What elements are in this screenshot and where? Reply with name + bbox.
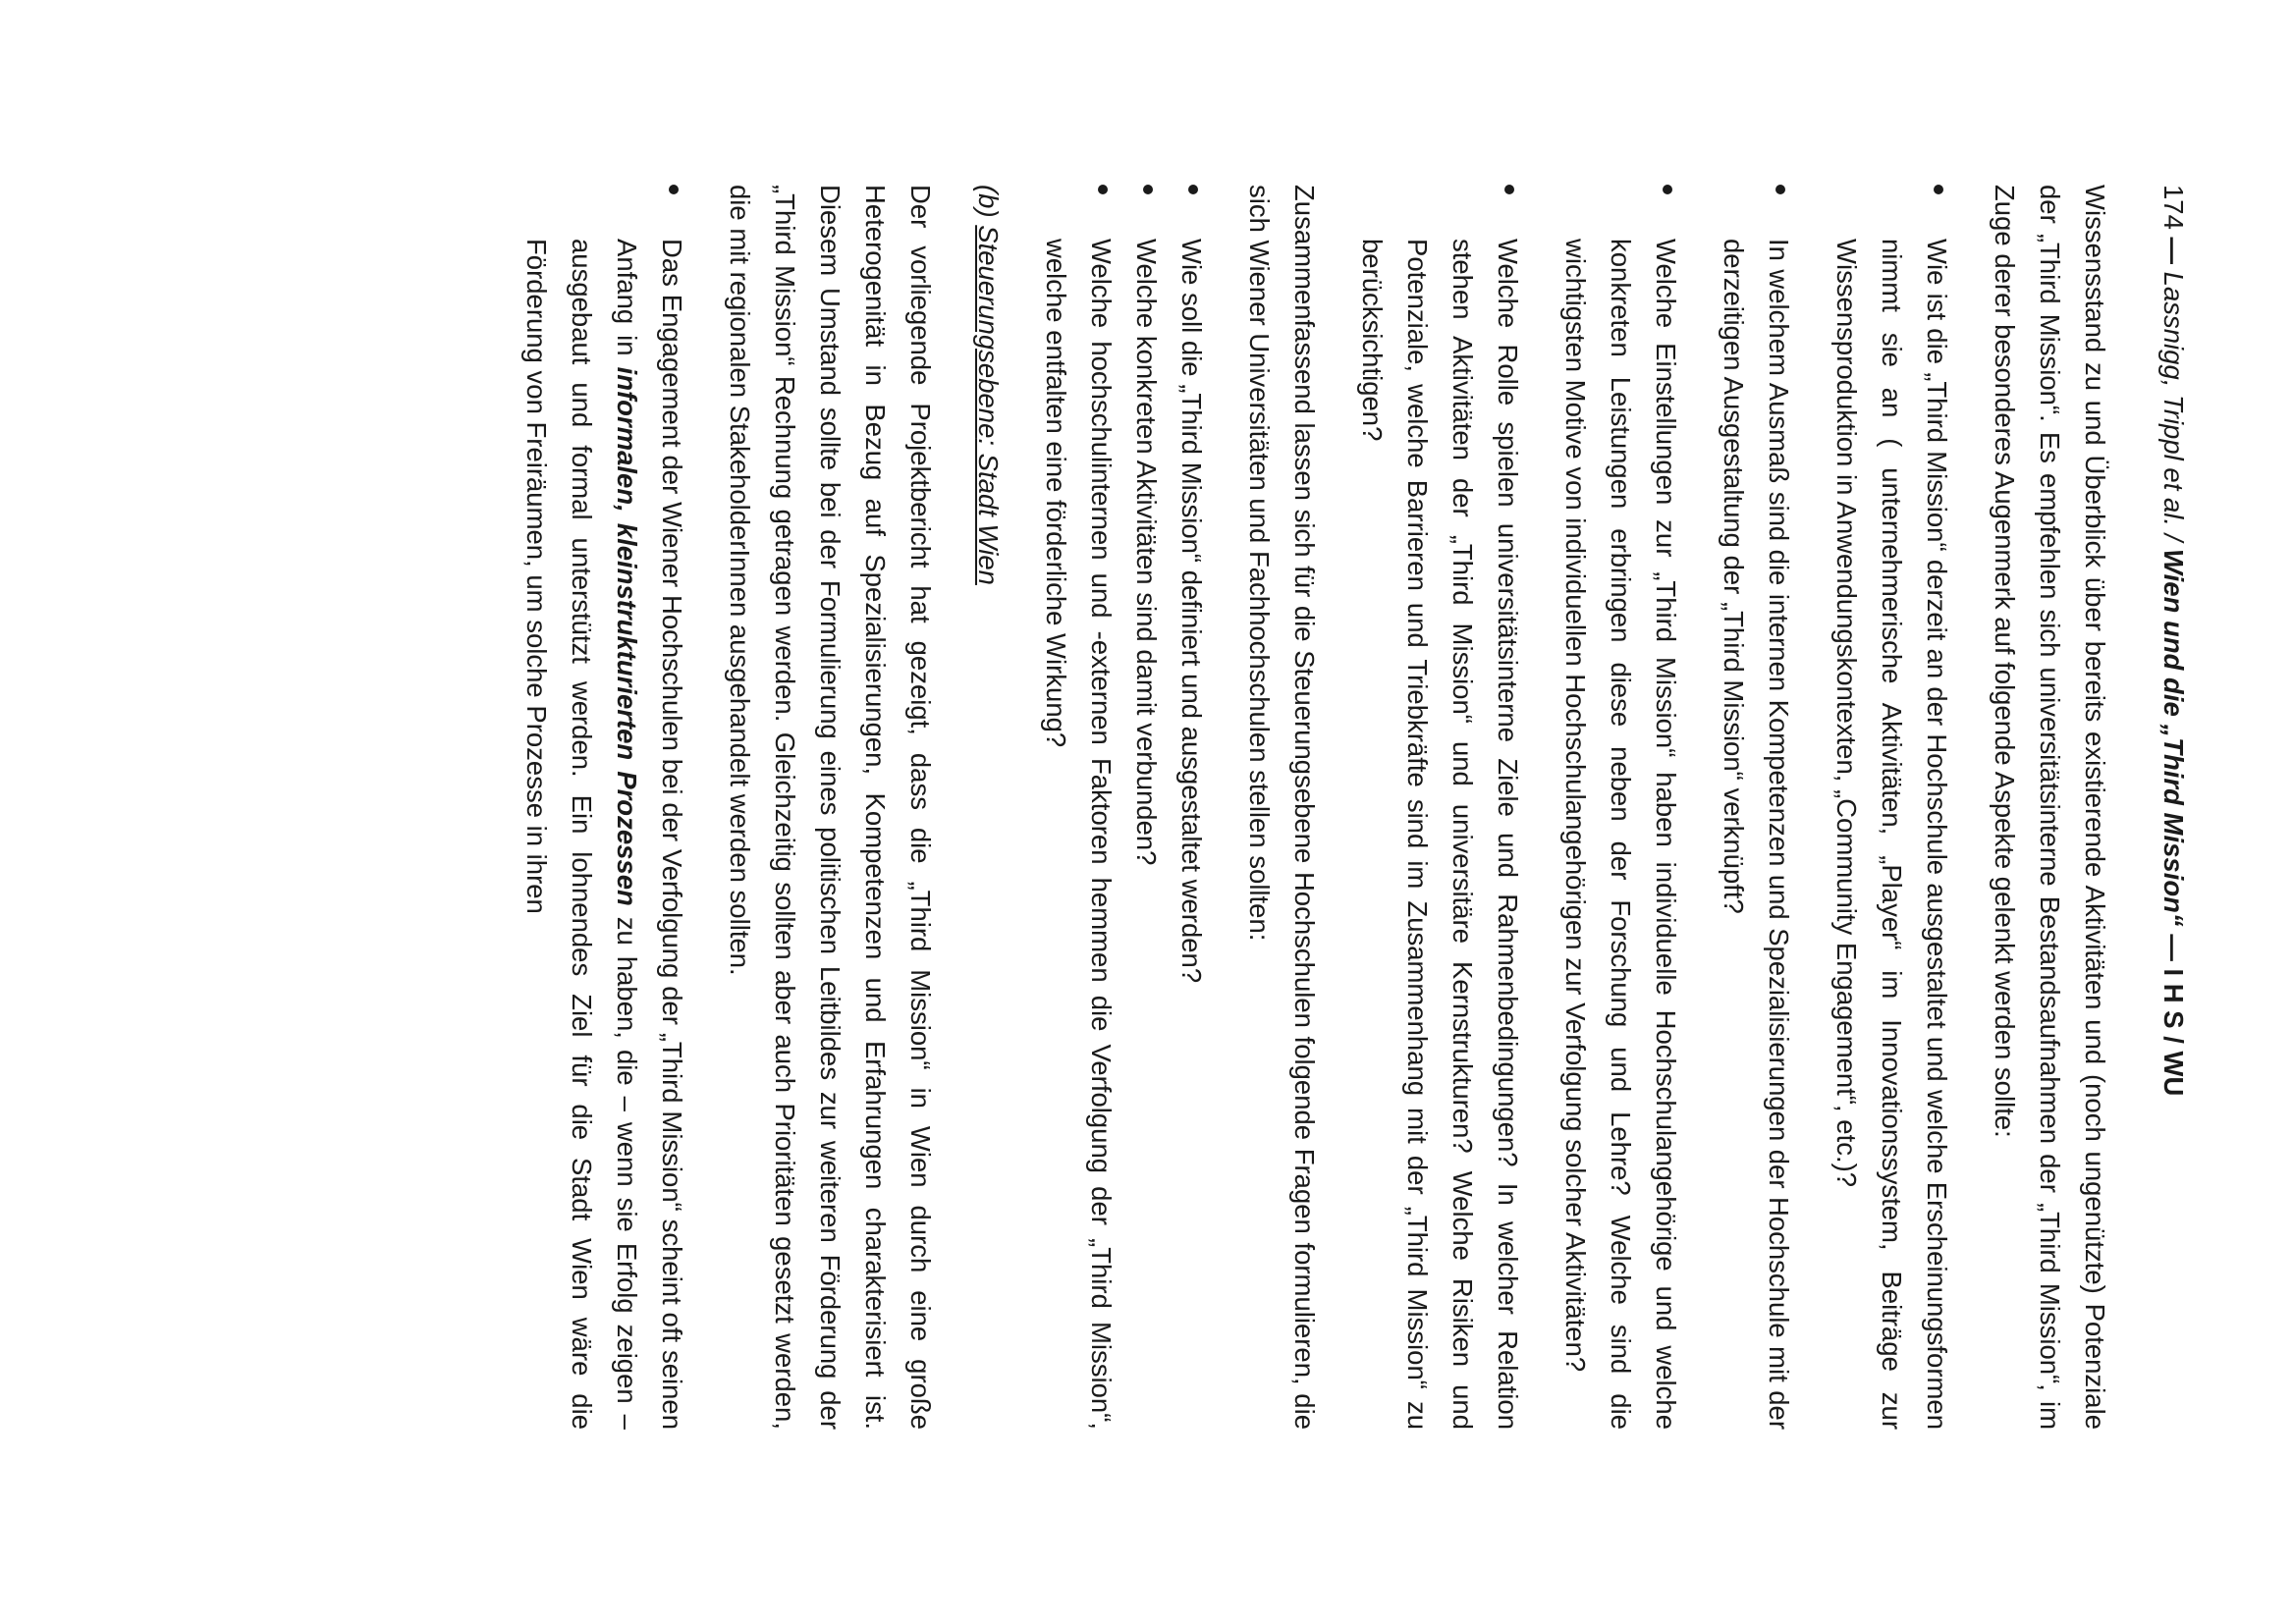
list-item [1824,185,1959,1430]
list-item [1169,185,1214,1430]
section-heading [965,185,1010,1430]
list-item [1033,185,1123,1430]
section-prefix: (b) [973,185,1004,226]
list-item-emphasis: informalen, kleinstrukturierten Prozessen [612,366,642,906]
list-item [1711,185,1801,1430]
summary-paragraph: Zusammenfassend lassen sich für die Steuerungsebene Hochschulen folgende Fragen formulieren, die sich Wiener Universitäten und Fachhochschulen stellen sollten: [1244,185,1320,1430]
section-label: Steuerungsebene [973,225,1004,439]
list-item-text-part: zu haben, die – wenn sie Erfolg zeigen – ausgebaut und formal unterstützt werden. Ein lohnendes Ziel für die Stadt Wien wäre die Förderung von Freiräumen, um solche Prozesse in ihren [521,239,642,1430]
list-item-text: Wie ist die „Third Mission“ derzeit an der Hochschule ausgestaltet und welche Erscheinungsformen nimmt sie an ( unternehmerische Aktivitäten, „Player“ im Innovationssystem, Beiträge zur Wissensproduktion in Anwendungskontexten, „Community Engagement“, etc.)? [1831,239,1952,1430]
header-org: I H S / WU [2158,968,2189,1097]
list-item [1123,185,1169,1430]
bullet-icon [1098,185,1108,194]
list-item-text: Welche konkreten Aktivitäten sind damit verbunden? [1131,239,1162,866]
list-item-text: Welche hochschulinternen und -externen Faktoren hemmen die Verfolgung der „Third Mission“, welche entfalten eine förderliche Wirkung? [1041,239,1117,1430]
questions-list [1033,185,1214,1430]
bullet-icon [1775,185,1785,194]
bullet-icon [1663,185,1672,194]
intro-paragraph: Wissensstand zu und Überblick über bereits existierende Aktivitäten und (noch ungenützte) Potenziale der „Third Mission“. Es empfehlen sich universitätsinterne Bestandsaufnahmen der „Third Mission“, im Zuge derer besonderes Augenmerk auf folgende Aspekte gelenkt werden sollte: [1990,185,2110,1430]
list-item-text-part: Das Engagement der Wiener Hochschulen bei der Verfolgung der „Third Mission“ scheint oft seinen Anfang in [612,239,687,1430]
header-dash: — [2158,926,2189,969]
running-header [2154,185,2193,1430]
header-authors: Lassnigg, Trippl et al. / [2158,271,2189,549]
list-item-text: In welchem Ausmaß sind die internen Kompetenzen und Spezialisierungen der Hochschule mit der derzeitigen Ausgestaltung der „Third Mission“ verknüpft? [1719,239,1794,1430]
list-item [1349,185,1530,1430]
page-content [491,185,2193,1430]
bullet-icon [669,185,679,194]
header-dash: — [2158,229,2189,272]
page-number: 174 [2158,185,2189,230]
list-item [1553,185,1688,1430]
header-title: Wien und die „Third Mission“ [2158,548,2189,927]
engagement-list [514,185,694,1430]
bullet-icon [1143,185,1153,194]
list-item-text: Welche Einstellungen zur „Third Mission“ haben individuelle Hochschulangehörige und welche konkreten Leistungen erbringen diese neben der Forschung und Lehre? Welche sind die wichtigsten Motive von individuellen Hochschulangehörigen zur Verfolgung solcher Aktivitäten? [1560,239,1681,1430]
section-rest: : Stadt Wien [973,438,1004,585]
aspects-list [1349,185,1959,1430]
bullet-icon [1504,185,1514,194]
list-item-text: Wie soll die „Third Mission“ definiert und ausgestaltet werden? [1176,239,1207,984]
section-paragraph: Der vorliegende Projektbericht hat gezeigt, dass die „Third Mission“ in Wien durch eine große Heterogenität in Bezug auf Spezialisierungen, Kompetenzen und Erfahrungen charakterisiert ist. Diesem Umstand sollte bei der Formulierung eines politischen Leitbildes zur weiteren Förderung der „Third Mission“ Rechnung getragen werden. Gleichzeitig sollten aber auch Prioritäten gesetzt werden, die mit regionalen StakeholderInnen ausgehandelt werden sollten. [725,185,936,1430]
bullet-icon [1188,185,1198,194]
list-item [514,185,694,1430]
bullet-icon [1934,185,1943,194]
list-item-text: Welche Rolle spielen universitätsinterne Ziele und Rahmenbedingungen? In welcher Relation stehen Aktivitäten der „Third Mission“ und universitäre Kernstrukturen? Welche Risiken und Potenziale, welche Barrieren und Triebkräfte sind im Zusammenhang mit der „Third Mission“ zu berücksichtigen? [1357,239,1523,1430]
